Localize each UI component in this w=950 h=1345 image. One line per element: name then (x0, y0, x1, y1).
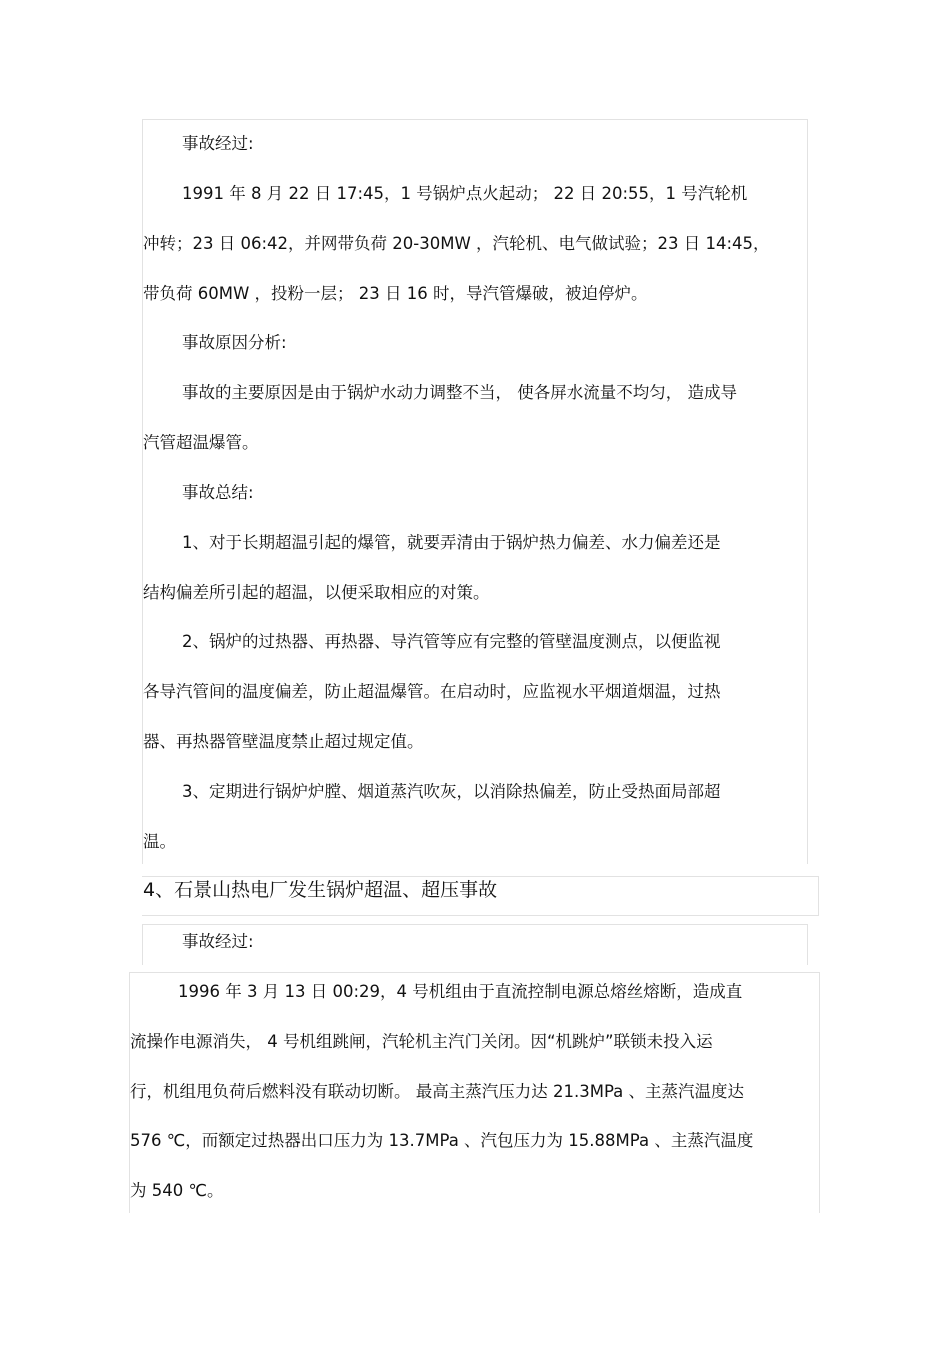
paragraph-line: 3、定期进行锅炉炉膛、烟道蒸汽吹灰，以消除热偏差，防止受热面局部超 (182, 782, 721, 801)
paragraph-line: 流操作电源消失， 4 号机组跳闸，汽轮机主汽门关闭。因“机跳炉”联锁未投入运 (130, 1032, 713, 1051)
section-label-accident-process: 事故经过: (182, 134, 254, 153)
paragraph-line: 1996 年 3 月 13 日 00:29，4 号机组由于直流控制电源总熔丝熔断，造成直 (178, 982, 743, 1001)
paragraph-line: 行，机组甩负荷后燃料没有联动切断。 最高主蒸汽压力达 21.3MPa 、主蒸汽温度达 (130, 1082, 745, 1101)
section-heading: 4、石景山热电厂发生锅炉超温、超压事故 (143, 879, 498, 901)
paragraph-line: 事故的主要原因是由于锅炉水动力调整不当， 使各屏水流量不均匀， 造成导 (182, 383, 737, 402)
paragraph-line: 2、锅炉的过热器、再热器、导汽管等应有完整的管壁温度测点，以便监视 (182, 632, 721, 651)
paragraph-line: 为 540 ℃。 (130, 1181, 224, 1200)
paragraph-line: 汽管超温爆管。 (143, 433, 259, 452)
paragraph-line: 器、再热器管壁温度禁止超过规定值。 (143, 732, 424, 751)
section-label-summary: 事故总结: (182, 483, 254, 502)
paragraph-line: 温。 (143, 832, 176, 851)
paragraph-line: 结构偏差所引起的超温，以便采取相应的对策。 (143, 583, 490, 602)
section-label-cause-analysis: 事故原因分析: (182, 333, 287, 352)
paragraph-line: 576 ℃，而额定过热器出口压力为 13.7MPa 、汽包压力为 15.88MPa 、主蒸汽温度 (130, 1131, 754, 1150)
paragraph-line: 各导汽管间的温度偏差，防止超温爆管。在启动时，应监视水平烟道烟温，过热 (143, 682, 721, 701)
section-label-accident-process: 事故经过: (182, 932, 254, 951)
paragraph-line: 1、对于长期超温引起的爆管，就要弄清由于锅炉热力偏差、水力偏差还是 (182, 533, 721, 552)
paragraph-line: 冲转；23 日 06:42，并网带负荷 20-30MW ，汽轮机、电气做试验；23 日 14:45， (143, 234, 770, 253)
paragraph-line: 带负荷 60MW ，投粉一层； 23 日 16 时，导汽管爆破，被迫停炉。 (143, 284, 648, 303)
paragraph-line: 1991 年 8 月 22 日 17:45，1 号锅炉点火起动； 22 日 20:55，1 号汽轮机 (182, 184, 748, 203)
